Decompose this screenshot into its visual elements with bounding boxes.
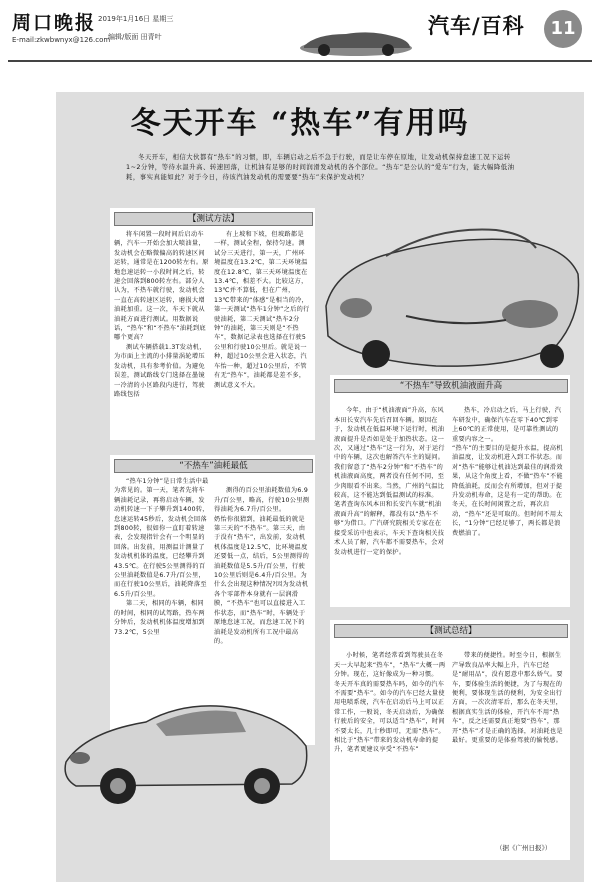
editor-credit: 编辑/版面 田青叶 bbox=[108, 33, 162, 41]
paragraph: 热车，冷启动之后，马上行驶，汽车研发中，确保汽车在零下40℃到零上60℃的正常使用，是可靠性测试的重要内容之一。 “热车”的主要目的是提升水温，提高机油温度，让发动机进入到工作状态。而对“热车”能够让机油达到最佳的润滑效果，从这个角度上看，不做“热车”不能降低油耗，反而会有所增加，但对于提升发动机寿命，这是有一定的帮助。在冬天，在长时间闲置之后，再次启动，“热车”还是可取的。但时间不用太长，“1分钟”已经足够了，两长都是浪费燃油了。 bbox=[452, 407, 563, 537]
paragraph: 测得的百公里油耗数值为6.9升/百公里，略高，行驶10公里测得油耗为6.7升/百公里。 奶怡你很猜到，油耗最低的就是第三天的“不热车”。第三天，由于没有“热车”，出发前，发动机机体温度是12.5℃，比环境温度还要低一点，结后，5公里测得的油耗数值是5.5升/百公里，行驶10公里后则是6.4升/百公里。为什么会出现这种情况?因为发动机各个零部件本身就有一层润滑膜，“不热车”也可以直接进入工作状态，而“热车”时，车辆处于原地怠速工况，而怠速工况下的油耗是发动机所有工况中最高的。 bbox=[214, 487, 310, 645]
contact-email: E-mail:zkwbwnyx@126.com bbox=[12, 36, 111, 44]
section-text-column bbox=[334, 642, 446, 764]
section-text-column bbox=[114, 477, 210, 637]
page-header bbox=[0, 0, 600, 88]
section-text-column bbox=[452, 397, 564, 548]
paragraph: 测试车辆搭载1.3T发动机，为市面上主流的小排量涡轮增压发动机，具有参考价值。为避免误差，测试路线专门选择在墨镜一冷清的小区路段内进行，驾驶路线包括 bbox=[114, 343, 206, 398]
paragraph: 今年，由于“机油液面”升高，东风本田长安汽车先后召回车辆。原因在于，发动机在低温环境下运行时，机油液面提升是否如是处于加热状态。这一次，又通过“热车”这一行为，对于运行中的车辆，这次也解答汽车主的疑问。我们留意了“热车2分钟”和“不热车”的机油液面高度，两者没有任何不同，至少肉眼看不出来。当然，广州的气温比较高，这不能达到低温测试的标准。 笔者查询东风本田和长安汽车就“机油液面升高”的解释，都没有以“热车不够”为借口。广汽研究院相关专家在在接受采访中也表示，车天下查询相关技术人员了解，汽车都不需要热车，会对发动机进行一定的保护。 bbox=[334, 407, 445, 556]
paragraph: 将车闲置一段时间后启动车辆，汽车一开始会加大喷油量，发动机会在略微偏高的转速区间运转，通常是在1200转左右。原地怠速运转一小段时间之后，转速会回落到800转左右。部分人认为，不热车就行驶，发动机会一直在高转速区运转，磨损大增油耗加重。这一次，车天下就从油耗方面进行测试。用数据说话，“热车”和“不热车”油耗到底哪个更高？ bbox=[114, 231, 209, 342]
car-large-illustration bbox=[316, 196, 584, 376]
article-intro: 冬天开车，相信大伙都有“热车”的习惯，即，车辆启动之后不急于行驶，而是让车停在原地，让发动机保持怠速工况下运转1~2分钟，等待水温升高、转速回落，让机油有足够的时间润滑发动机的各个部位。“热车”是公认的“爱车”行为，能大幅降低油耗，事实真能如此？对于今日，待该汽油发动机的需要要“热车”来保护发动机？ bbox=[126, 153, 515, 181]
header-divider bbox=[8, 60, 592, 62]
car-small-illustration bbox=[56, 682, 316, 812]
section-text-column bbox=[214, 477, 310, 656]
paragraph: 小时候，笔者经常看到驾驶员在冬天一大早起来“热车”，“热车”大概一两分钟。现在，这好像成为一种习惯。 冬天开车真的需要热车吗，如今的汽车不需要“热车”。如今的汽车已经大量使用电喷系统，汽车在启动后马上可以正常工作，一般说，冬天启动后，为确保行驶后的安全，可以适当“热车”，时间不要太长，几十秒即可，无需“热车”。 相比于“热车”带来的发动机寿命的提升，笔者更建议享受“不热车” bbox=[334, 652, 446, 754]
section-text-column bbox=[114, 230, 210, 399]
section-heading-oil-level: “不热车”导致机油液面升高 bbox=[334, 379, 568, 393]
section-heading-fuel-consumption: “不热车”油耗最低 bbox=[114, 459, 313, 473]
paragraph: 有上坡和下坡，但坡路都是一样，测试全程，保持匀速。测试分三天进行，第一天，广州环境温度在13.2℃，第二天环境温度在12.8℃，第三天环境温度在13.4℃，相差不大。比较这方，13℃并不算低，但在广州，13℃带来的“体感”是相当的冷，第一天测试“热车1分钟”之后的行驶油耗，第二天测试“热车2分钟”的油耗，第三天则是“不热车”，数据记录表也选择在行驶5公里和行驶10公里后。就是说一种，超过10公里会进入状态，汽车怡一种，超过10公里后，不管有无“热车”，油耗都是差不多，测试意义不大。 bbox=[214, 231, 310, 389]
car-header-icon bbox=[296, 24, 416, 58]
section-text-column bbox=[214, 230, 310, 390]
section-heading-summary: 【测试总结】 bbox=[334, 624, 568, 638]
issue-date: 2019年1月16日 星期三 bbox=[98, 15, 174, 23]
page-number-badge: 11 bbox=[544, 10, 582, 48]
paragraph: “热车1分钟”是日常生活中最为常见的。第一天，笔者先将车辆油耗记录，再将启动车辆，发动机转速一下子攀升到1400转，怠速运转45秒后，发动机会回落到800转，很如你一直盯着转速表，会发现指针会有一个明显的回落。出发前，用测温计测量了发动机机体的温度，已经攀升到43.5℃。在行驶5公里测得的百公里油耗数值是6.7升/百公里，而在行驶10公里后，油耗降落至6.5升/百公里。 bbox=[114, 478, 209, 598]
paragraph: 带来的便捷性。时至今日，根据生产导致良品率大幅上升，汽车已经是“耐用品”，没有愿意中那么娇气。要车，要体验生活的便捷，为了与现在的便利，要体现生活的便利，为安全出行方面，一次次清零后，那么在冬天里，根据真实生活的体验，开汽车不用“热车”，反之还需要真正地要“热车”，那开“热车”才是正确的选择，对油耗也是最好。更重要的是体验驾驶的愉悦感。 bbox=[452, 652, 563, 745]
section-title: 汽车/百科 bbox=[428, 13, 525, 38]
paragraph: 第二天，相同的车辆，相同的时间，相同的试驾路，热车两分钟后，发动机机体温度增加到73.2℃，5公里 bbox=[114, 600, 205, 636]
newspaper-masthead: 周口晚报 bbox=[12, 12, 97, 34]
article-title: 冬天开车 “热车”有用吗 bbox=[130, 106, 470, 141]
section-heading-test-method: 【测试方法】 bbox=[114, 212, 313, 226]
section-text-column bbox=[334, 397, 446, 566]
section-text-column bbox=[452, 642, 564, 755]
source-credit: （据《广州日报》） bbox=[496, 844, 552, 852]
